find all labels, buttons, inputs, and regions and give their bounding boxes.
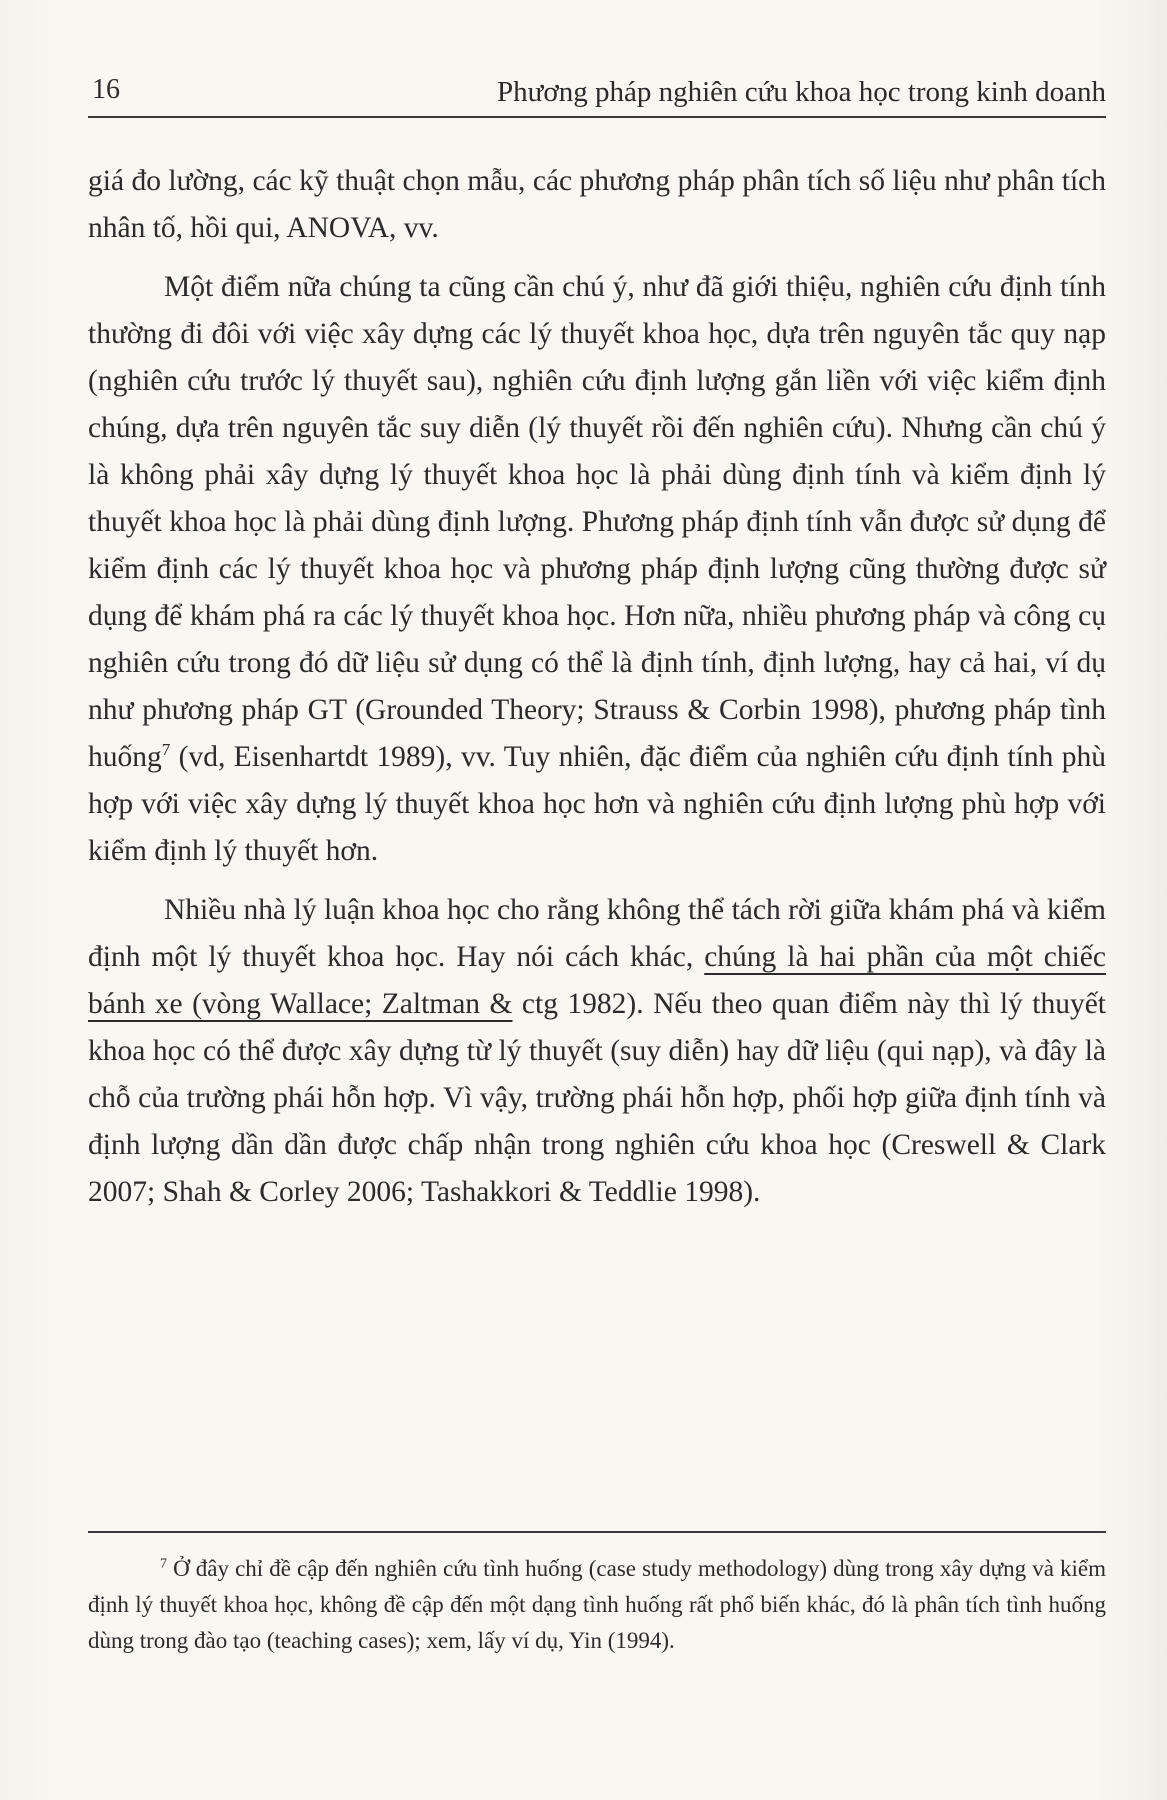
footnote-marker: 7 <box>160 1556 167 1572</box>
paragraph-3-text-after-underline: ctg 1982). Nếu theo quan điểm này thì lý thuyết khoa học có thể được xây dựng từ lý thuyết (suy diễn) hay dữ liệu (qui nạp), và đây là chỗ của trường phái hỗn hợp. Vì vậy, trường phái hỗn hợp, phối hợp giữa định tính và định lượng dần dần được chấp nhận trong nghiên cứu khoa học (Creswell & Clark 2007; Shah & Corley 2006; Tashakkori & Teddlie 1998). <box>88 988 1106 1208</box>
paragraph-2-text-after-note: (vd, Eisenhartdt 1989), vv. Tuy nhiên, đặc điểm của nghiên cứu định tính phù hợp với việc xây dựng lý thuyết khoa học hơn và nghiên cứu định lượng phù hợp với kiểm định lý thuyết hơn. <box>88 741 1106 867</box>
paragraph-2-text-before-note: Một điểm nữa chúng ta cũng cần chú ý, như đã giới thiệu, nghiên cứu định tính thường đi đôi với việc xây dựng các lý thuyết khoa học, dựa trên nguyên tắc quy nạp (nghiên cứu trước lý thuyết sau), nghiên cứu định lượng gắn liền với việc kiểm định chúng, dựa trên nguyên tắc suy diễn (lý thuyết rồi đến nghiên cứu). Nhưng cần chú ý là không phải xây dựng lý thuyết khoa học là phải dùng định tính và kiểm định lý thuyết khoa học là phải dùng định lượng. Phương pháp định tính vẫn được sử dụng để kiểm định các lý thuyết khoa học và phương pháp định lượng cũng thường được sử dụng để khám phá ra các lý thuyết khoa học. Hơn nữa, nhiều phương pháp và công cụ nghiên cứu trong đó dữ liệu sử dụng có thể là định tính, định lượng, hay cả hai, ví dụ như phương pháp GT (Grounded Theory; Strauss & Corbin 1998), phương pháp tình huống <box>88 271 1106 773</box>
body-text <box>88 158 1106 1216</box>
page-number: 16 <box>92 74 120 105</box>
footnote-reference-marker: 7 <box>161 740 171 760</box>
paragraph-2 <box>88 264 1106 875</box>
page-header <box>88 70 1106 118</box>
footnote-divider <box>88 1531 1106 1533</box>
running-title: Phương pháp nghiên cứu khoa học trong kinh doanh <box>497 76 1106 108</box>
underlined-passage: chúng là hai phần của một chiếc bánh xe (vòng Wallace; Zaltman & <box>88 941 1106 1020</box>
paragraph-3-text-before-underline: Nhiều nhà lý luận khoa học cho rằng không thể tách rời giữa khám phá và kiểm định một lý thuyết khoa học. Hay nói cách khác, <box>88 894 1106 973</box>
footnote-text: Ở đây chỉ đề cập đến nghiên cứu tình huống (case study methodology) dùng trong xây dựng và kiểm định lý thuyết khoa học, không đề cập đến một dạng tình huống rất phổ biến khác, đó là phân tích tình huống dùng trong đào tạo (teaching cases); xem, lấy ví dụ, Yin (1994). <box>88 1556 1106 1653</box>
paragraph-1: giá đo lường, các kỹ thuật chọn mẫu, các phương pháp phân tích số liệu như phân tích nhân tố, hồi qui, ANOVA, vv. <box>88 165 1106 244</box>
paragraph-3 <box>88 887 1106 1216</box>
footnote <box>88 1551 1106 1659</box>
